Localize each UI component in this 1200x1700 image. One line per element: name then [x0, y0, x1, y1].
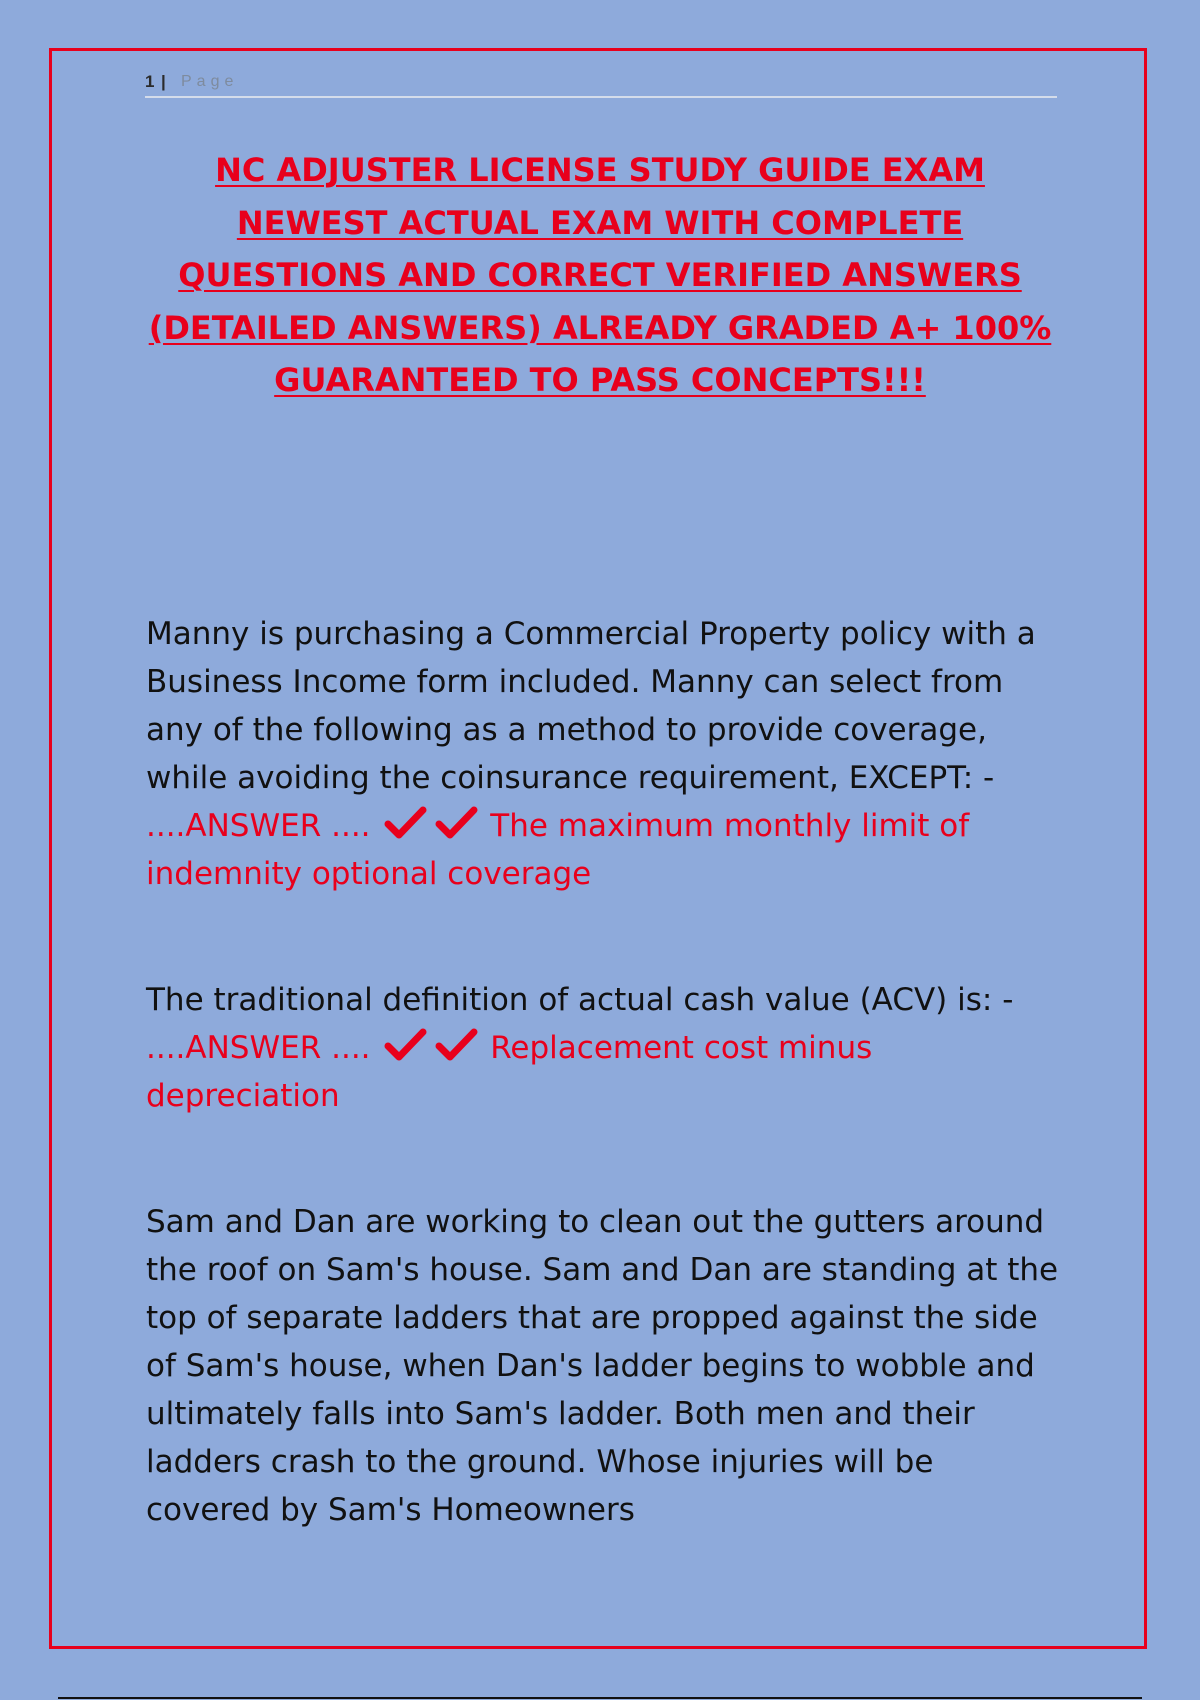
- answer-text: Replacement cost minus depreciation: [146, 1030, 873, 1114]
- document-title: NC ADJUSTER LICENSE STUDY GUIDE EXAM NEWEST ACTUAL EXAM WITH COMPLETE QUESTIONS AND CORRECT VERIFIED ANSWERS (DETAILED ANSWERS) ALREADY GRADED A+ 100% GUARANTEED TO PASS CONCEPTS!!!: [148, 151, 1052, 399]
- qa-item: [146, 610, 1066, 898]
- double-check-icon: [384, 1026, 480, 1062]
- qa-list: [146, 610, 1066, 1534]
- bottom-divider: [58, 1697, 1142, 1699]
- answer-prefix: ....ANSWER ....: [146, 808, 371, 844]
- page-number: 1: [145, 72, 155, 91]
- answer-text: The maximum monthly limit of indemnity optional coverage: [146, 808, 970, 892]
- double-check-icon: [384, 804, 480, 840]
- question-text: Sam and Dan are working to clean out the gutters around the roof on Sam's house. Sam and Dan are standing at the top of separate ladders that are propped against the side of Sam's house, when Dan's ladder begins to wobble and ultimately falls into Sam's ladder. Both men and their ladders crash to the ground. Whose injuries will be covered by Sam's Homeowners: [146, 1204, 1059, 1528]
- answer-prefix: ....ANSWER ....: [146, 1030, 371, 1066]
- qa-item: [146, 1198, 1066, 1534]
- page-separator: |: [161, 72, 166, 91]
- page-label: Page: [181, 73, 239, 90]
- page-header: [145, 70, 1057, 98]
- question-text: Manny is purchasing a Commercial Property policy with a Business Income form included. Manny can select from any of the following as a method to provide coverage, while avoiding the coinsurance requirement, EXCEPT: -: [146, 616, 1036, 796]
- question-text: The traditional definition of actual cash value (ACV) is: -: [146, 982, 1014, 1018]
- qa-item: [146, 976, 1066, 1120]
